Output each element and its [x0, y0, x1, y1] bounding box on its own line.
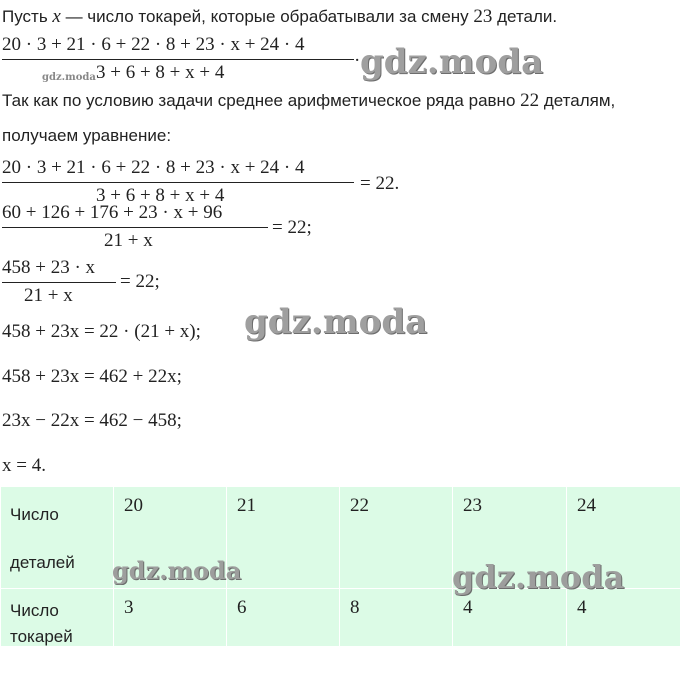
condition-number: 22	[520, 90, 540, 111]
table-cell: 21	[227, 487, 340, 589]
equation-4: 458 + 23x = 22 · (21 + x);	[2, 321, 201, 342]
mean-fraction-tail: ·	[354, 50, 361, 71]
row-label-line-2: токарей	[10, 627, 73, 646]
equation-2-denominator: 21 + x	[104, 230, 153, 251]
row-label-line-1: Число	[10, 601, 59, 620]
fraction-bar	[2, 182, 354, 183]
equation-intro: получаем уравнение:	[2, 126, 172, 145]
intro-variable: x	[52, 6, 61, 27]
equation-2-numerator: 60 + 126 + 176 + 23 · x + 96	[2, 202, 223, 223]
equation-1-rhs: = 22.	[360, 173, 400, 194]
fraction-bar	[2, 227, 268, 228]
equation-5: 458 + 23x = 462 + 22x;	[2, 366, 182, 387]
table-cell: 3	[114, 589, 227, 647]
equation-3-rhs: = 22;	[120, 271, 160, 292]
row-label-workers	[1, 589, 114, 647]
equation-1-numerator: 20 · 3 + 21 · 6 + 22 · 8 + 23 · x + 24 · 4	[2, 157, 305, 178]
intro-number: 23	[473, 6, 493, 27]
watermark-small: gdz.moda	[42, 72, 96, 83]
row-label-details	[1, 487, 114, 589]
table-cell: 4	[453, 589, 567, 647]
row-label-line-2: деталей	[10, 553, 75, 572]
condition-text: Так как по условию задачи среднее арифметическое ряда равно	[2, 91, 521, 110]
watermark-logo: gdz.moda	[244, 302, 428, 342]
watermark-logo: gdz.moda	[112, 556, 242, 585]
table-cell: 20	[114, 487, 227, 589]
intro-text-start: Пусть	[2, 7, 53, 26]
equation-3-numerator: 458 + 23 · x	[2, 257, 96, 278]
condition-text-end: деталям,	[539, 91, 616, 110]
watermark-logo: gdz.moda	[452, 558, 625, 596]
table-cell: 4	[567, 589, 680, 647]
intro-text-end: детали.	[492, 7, 558, 26]
equation-1	[2, 157, 358, 207]
table-cell: 23	[453, 487, 567, 589]
table-cell: 6	[227, 589, 340, 647]
fraction-bar	[2, 59, 354, 60]
condition-sentence-2	[2, 126, 171, 146]
row-label-line-1: Число	[10, 505, 59, 524]
intro-text-middle: — число токарей, которые обрабатывали за смену	[60, 7, 474, 26]
table-cell: 24	[567, 487, 680, 589]
condition-sentence	[2, 90, 615, 112]
equation-6: 23x − 22x = 462 − 458;	[2, 410, 182, 431]
equation-3-denominator: 21 + x	[24, 285, 73, 306]
equation-1-denominator: 3 + 6 + 8 + x + 4	[96, 185, 225, 206]
equation-2	[2, 202, 270, 252]
fraction-bar	[2, 282, 116, 283]
table-cell: 8	[340, 589, 453, 647]
watermark-logo: gdz.moda	[360, 42, 544, 82]
mean-fraction-numerator: 20 · 3 + 21 · 6 + 22 · 8 + 23 · x + 24 · 4	[2, 34, 305, 55]
table-row	[1, 589, 680, 647]
table-cell: 22	[340, 487, 453, 589]
intro-sentence	[2, 6, 557, 28]
equation-2-rhs: = 22;	[272, 217, 312, 238]
mean-fraction-denominator: 3 + 6 + 8 + x + 4	[96, 62, 225, 83]
equation-7: x = 4.	[2, 455, 46, 476]
equation-3	[2, 257, 118, 307]
